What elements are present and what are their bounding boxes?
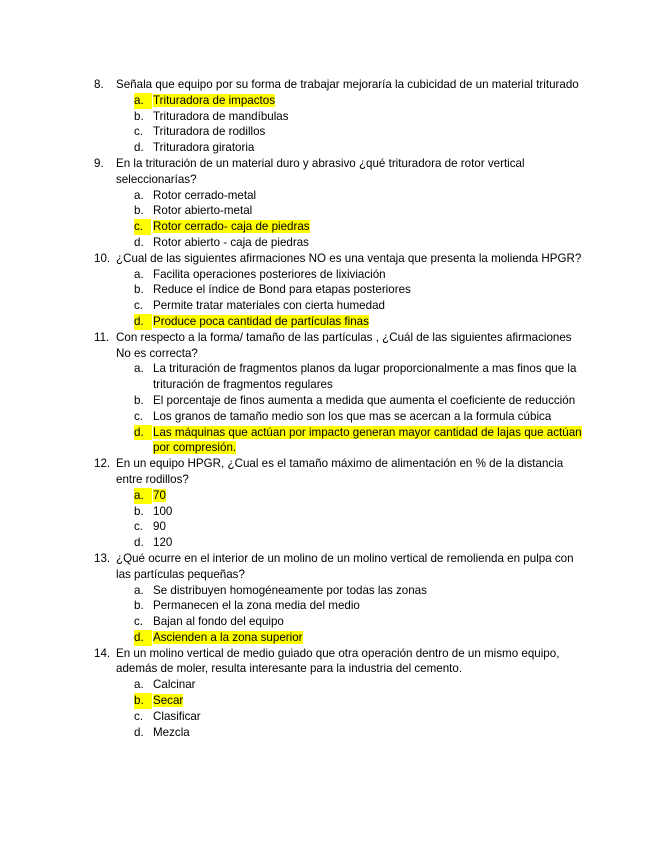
question-text: En un molino vertical de medio guiado que otra operación dentro de un mismo equipo, además de moler, resulta interesante para la industria del cemento. <box>116 646 560 676</box>
option-letter: d. <box>134 314 152 330</box>
question-text: Señala que equipo por su forma de trabajar mejoraría la cubicidad de un material triturado <box>116 78 579 91</box>
option-letter: b. <box>134 599 144 613</box>
option-letter: c. <box>134 219 151 235</box>
option-text: Los granos de tamaño medio son los que mas se acercan a la formula cúbica <box>153 409 552 423</box>
question-number: 14. <box>94 646 111 660</box>
option-text: El porcentaje de finos aumenta a medida que aumenta el coeficiente de reducción <box>153 393 576 407</box>
option-letter: c. <box>134 409 144 423</box>
option-letter: b. <box>134 283 144 297</box>
option-b <box>134 693 584 709</box>
question-14 <box>94 646 584 741</box>
option-b <box>134 282 584 298</box>
option-c <box>134 124 584 140</box>
option-letter: c. <box>134 125 144 139</box>
question-text: Con respecto a la forma/ tamaño de las partículas , ¿Cuál de las siguientes afirmaciones No es correcta? <box>116 330 572 360</box>
option-b <box>134 598 584 614</box>
answer-options <box>116 188 584 251</box>
option-letter: c. <box>134 709 144 723</box>
answer-options <box>116 677 584 740</box>
option-letter: c. <box>134 615 144 629</box>
option-letter: a. <box>134 362 144 376</box>
option-letter: b. <box>134 109 144 123</box>
option-text: Trituradora de mandíbulas <box>153 109 289 123</box>
option-letter: a. <box>134 583 144 597</box>
option-b <box>134 393 584 409</box>
option-text: Rotor abierto - caja de piedras <box>153 235 309 249</box>
option-text: Reduce el índice de Bond para etapas posteriores <box>153 283 411 297</box>
answer-options <box>116 93 584 156</box>
option-a <box>134 583 584 599</box>
option-letter: b. <box>134 693 152 709</box>
option-text: Trituradora giratoria <box>153 141 255 155</box>
option-b <box>134 203 584 219</box>
option-c <box>134 409 584 425</box>
question-text: En un equipo HPGR, ¿Cual es el tamaño máximo de alimentación en % de la distancia entre rodillos? <box>116 457 564 486</box>
option-text-highlighted: Produce poca cantidad de partículas finas <box>153 314 369 328</box>
answer-options <box>116 361 584 456</box>
question-10 <box>94 251 584 330</box>
question-11 <box>94 330 584 456</box>
option-d <box>134 425 584 457</box>
option-text: 90 <box>153 520 166 534</box>
option-text-highlighted: Las máquinas que actúan por impacto generan mayor cantidad de lajas que actúan por compresión. <box>153 425 582 455</box>
option-a <box>134 188 584 204</box>
option-c <box>134 614 584 630</box>
option-text: Se distribuyen homogéneamente por todas las zonas <box>153 583 427 597</box>
option-text: Clasificar <box>153 709 201 723</box>
option-letter: d. <box>134 141 144 155</box>
option-text: Bajan al fondo del equipo <box>153 615 284 629</box>
option-text: Calcinar <box>153 678 196 692</box>
option-c <box>134 709 584 725</box>
option-b <box>134 109 584 125</box>
option-text: La trituración de fragmentos planos da lugar proporcionalmente a mas finos que la trituración de fragmentos regulares <box>153 362 577 392</box>
option-d <box>134 314 584 330</box>
option-letter: d. <box>134 725 144 739</box>
option-letter: d. <box>134 536 144 550</box>
option-letter: b. <box>134 504 144 518</box>
question-number: 9. <box>94 156 104 170</box>
answer-options <box>116 488 584 551</box>
option-letter: b. <box>134 393 144 407</box>
question-number: 12. <box>94 457 111 471</box>
option-b <box>134 504 584 520</box>
option-a <box>134 677 584 693</box>
question-9 <box>94 156 584 251</box>
question-13 <box>94 551 584 646</box>
option-c <box>134 298 584 314</box>
option-text: Facilita operaciones posteriores de lixiviación <box>153 267 386 281</box>
option-text: 120 <box>153 536 173 550</box>
option-d <box>134 725 584 741</box>
question-text: ¿Cual de las siguientes afirmaciones NO es una ventaja que presenta la molienda HPGR? <box>116 251 582 265</box>
option-text: 100 <box>153 504 173 518</box>
option-a <box>134 93 584 109</box>
option-letter: a. <box>134 267 144 281</box>
question-number: 10. <box>94 251 111 265</box>
option-text-highlighted: Secar <box>153 694 184 708</box>
quiz-document <box>94 77 584 740</box>
option-text-highlighted: Trituradora de impactos <box>153 93 276 107</box>
option-letter: a. <box>134 93 152 109</box>
question-number: 13. <box>94 551 111 565</box>
option-text: Permite tratar materiales con cierta humedad <box>153 299 385 313</box>
question-number: 8. <box>94 78 104 91</box>
question-12 <box>94 456 584 551</box>
option-letter: d. <box>134 235 144 249</box>
option-text: Rotor abierto-metal <box>153 204 253 218</box>
option-a <box>134 488 584 504</box>
option-text-highlighted: Rotor cerrado- caja de piedras <box>153 220 310 234</box>
option-d <box>134 140 584 156</box>
question-8 <box>94 77 584 156</box>
option-letter: c. <box>134 299 144 313</box>
option-text: Rotor cerrado-metal <box>153 188 257 202</box>
option-c <box>134 519 584 535</box>
option-text-highlighted: 70 <box>153 488 166 502</box>
option-letter: a. <box>134 678 144 692</box>
option-text: Trituradora de rodillos <box>153 125 266 139</box>
question-text: ¿Qué ocurre en el interior de un molino de un molino vertical de remolienda en pulpa con las partículas pequeñas? <box>116 551 574 581</box>
option-a <box>134 267 584 283</box>
option-letter: c. <box>134 520 144 534</box>
option-letter: d. <box>134 630 152 646</box>
option-text: Permanecen el la zona media del medio <box>153 599 360 613</box>
option-d <box>134 535 584 551</box>
option-d <box>134 235 584 251</box>
option-text-highlighted: Ascienden a la zona superior <box>153 630 303 644</box>
option-letter: a. <box>134 188 144 202</box>
option-letter: d. <box>134 425 152 441</box>
option-a <box>134 361 584 393</box>
option-text: Mezcla <box>153 725 190 739</box>
option-letter: a. <box>134 488 152 504</box>
answer-options <box>116 583 584 646</box>
question-number: 11. <box>94 330 110 344</box>
option-letter: b. <box>134 204 144 218</box>
answer-options <box>116 267 584 330</box>
option-d <box>134 630 584 646</box>
option-c <box>134 219 584 235</box>
question-text: En la trituración de un material duro y abrasivo ¿qué trituradora de rotor vertical seleccionarías? <box>116 156 525 186</box>
